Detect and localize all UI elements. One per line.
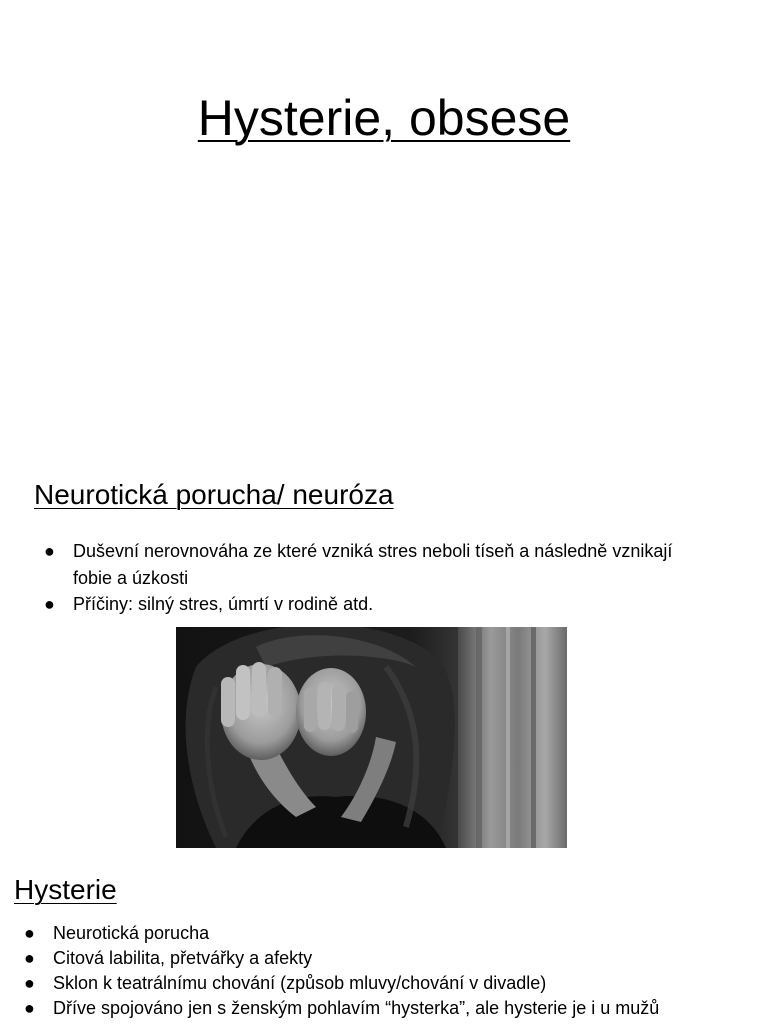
section-heading-hysterie: Hysterie	[14, 874, 117, 905]
bullet-icon: ●	[24, 973, 35, 993]
list-item	[24, 946, 744, 971]
list-item	[24, 996, 744, 1021]
list-item	[44, 591, 704, 618]
bullet-icon: ●	[24, 998, 35, 1018]
list-item-text: Citová labilita, přetvářky a afekty	[53, 948, 313, 968]
list-item-text: Sklon k teatrálnímu chování (způsob mluvy/chování v divadle)	[53, 973, 547, 993]
section-heading-neuroza: Neurotická porucha/ neuróza	[34, 479, 394, 510]
list-item	[24, 971, 744, 996]
list-item-text: Neurotická porucha	[53, 923, 210, 943]
bullet-icon: ●	[24, 948, 35, 968]
list-item	[44, 538, 704, 591]
list-item-text: Duševní nerovnováha ze které vzniká stres neboli tíseň a následně vznikají fobie a úzkosti	[73, 541, 673, 588]
neuroza-bullet-list	[44, 538, 704, 618]
photo-image	[176, 627, 567, 848]
hysterie-bullet-list	[24, 921, 744, 1021]
bullet-icon: ●	[44, 594, 55, 614]
document-title: Hysterie, obsese	[197, 90, 571, 146]
bullet-icon: ●	[44, 541, 55, 561]
distressed-person-photo	[176, 627, 567, 848]
list-item-text: Dříve spojováno jen s ženským pohlavím “hysterka”, ale hysterie je i u mužů	[53, 998, 660, 1018]
list-item-text: Příčiny: silný stres, úmrtí v rodině atd.	[73, 594, 374, 614]
bullet-icon: ●	[24, 923, 35, 943]
list-item	[24, 921, 744, 946]
